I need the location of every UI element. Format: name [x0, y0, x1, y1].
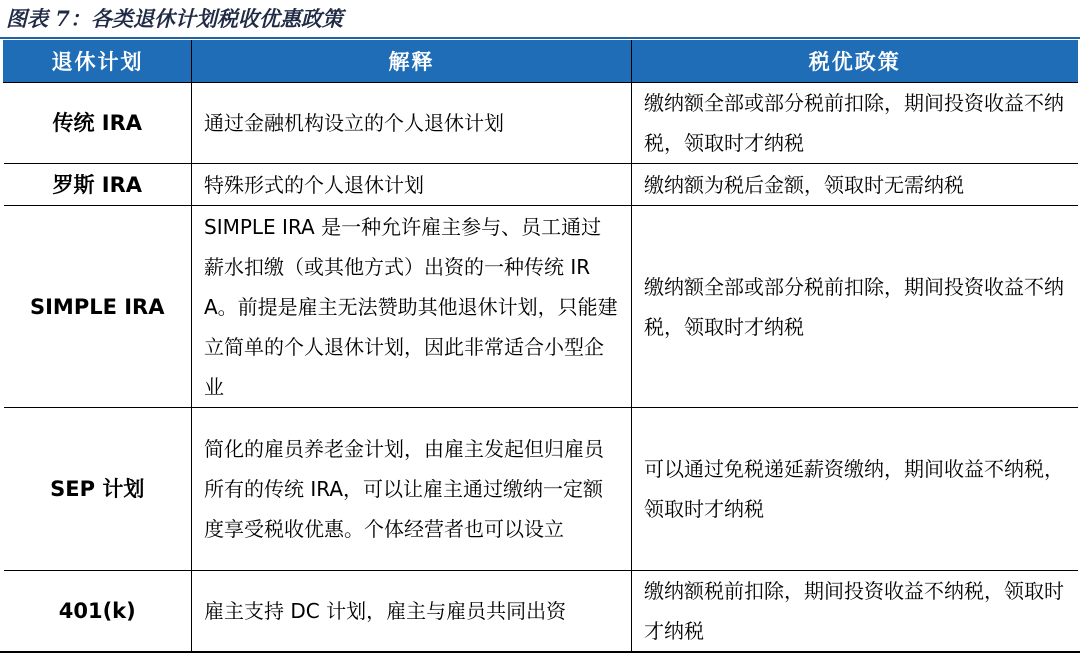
header-plan: 退休计划 [4, 40, 192, 83]
table-bottom-rule [0, 651, 1080, 653]
table-header-row [4, 40, 1078, 83]
plan-explanation: 雇主支持 DC 计划，雇主与雇员共同出资 [192, 571, 632, 652]
plan-explanation: SIMPLE IRA 是一种允许雇主参与、员工通过薪水扣缴（或其他方式）出资的一种传统 IRA。前提是雇主无法赞助其他退休计划，只能建立简单的个人退休计划，因此非常适合小型企业 [192, 206, 632, 408]
plan-name: SIMPLE IRA [4, 206, 192, 408]
plan-name: 罗斯 IRA [4, 164, 192, 206]
table-row [4, 408, 1078, 571]
table-caption: 图表 7：各类退休计划税收优惠政策 [6, 6, 343, 31]
header-tax-policy: 税优政策 [632, 40, 1078, 83]
plan-explanation: 特殊形式的个人退休计划 [192, 164, 632, 206]
plan-tax-policy: 缴纳额为税后金额，领取时无需纳税 [632, 164, 1078, 206]
table-row [4, 164, 1078, 206]
plan-name: 传统 IRA [4, 83, 192, 164]
plan-tax-policy: 缴纳额税前扣除，期间投资收益不纳税，领取时才纳税 [632, 571, 1078, 652]
retirement-plan-table [3, 40, 1078, 652]
table-row [4, 206, 1078, 408]
plan-name: 401(k) [4, 571, 192, 652]
plan-explanation: 通过金融机构设立的个人退休计划 [192, 83, 632, 164]
plan-explanation: 简化的雇员养老金计划，由雇主发起但归雇员所有的传统 IRA，可以让雇主通过缴纳一定额度享受税收优惠。个体经营者也可以设立 [192, 408, 632, 571]
caption-rule [0, 37, 1080, 39]
plan-tax-policy: 缴纳额全部或部分税前扣除，期间投资收益不纳税，领取时才纳税 [632, 83, 1078, 164]
plan-name: SEP 计划 [4, 408, 192, 571]
table-row [4, 571, 1078, 652]
table-row [4, 83, 1078, 164]
plan-tax-policy: 缴纳额全部或部分税前扣除，期间投资收益不纳税，领取时才纳税 [632, 206, 1078, 408]
header-explanation: 解释 [192, 40, 632, 83]
plan-tax-policy: 可以通过免税递延薪资缴纳，期间收益不纳税，领取时才纳税 [632, 408, 1078, 571]
